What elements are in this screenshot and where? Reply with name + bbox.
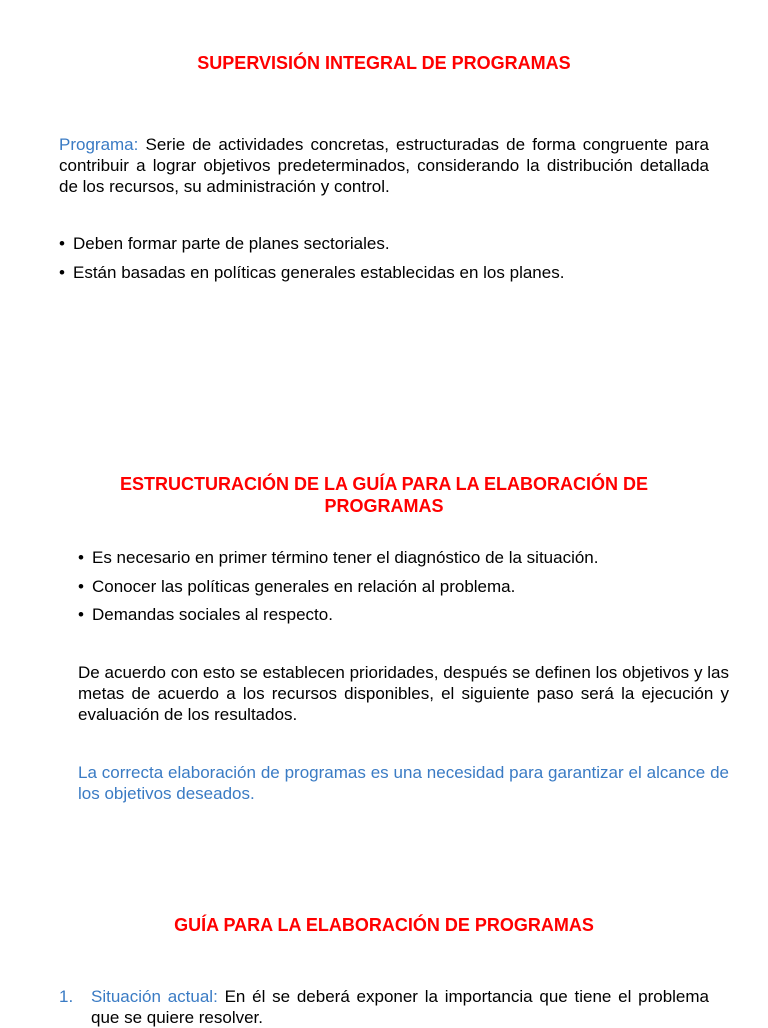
item-text: En él se deberá exponer la importancia que tiene el problema que se quiere resolver. — [91, 987, 709, 1027]
definition-text: Serie de actividades concretas, estructuradas de forma congruente para contribuir a lograr objetivos predeterminados, considerando la distribución detallada de los recursos, su administración y control. — [59, 135, 709, 196]
bullet-icon: • — [78, 548, 84, 567]
bullet-icon: • — [78, 605, 84, 624]
list-item: • Demandas sociales al respecto. — [78, 605, 333, 624]
item-number: 1. — [59, 987, 74, 1006]
section2-title — [0, 473, 768, 517]
section2-title-line1: ESTRUCTURACIÓN DE LA GUÍA PARA LA ELABORACIÓN DE — [120, 474, 648, 494]
guide-item-1 — [59, 986, 709, 1028]
list-item: • Es necesario en primer término tener el diagnóstico de la situación. — [78, 548, 599, 567]
list-item: • Deben formar parte de planes sectoriales. — [59, 234, 390, 253]
section2-paragraph: De acuerdo con esto se establecen prioridades, después se definen los objetivos y las metas de acuerdo a los recursos disponibles, el siguiente paso será la ejecución y evaluación de los resultados. — [78, 663, 729, 724]
bullet-icon: • — [59, 234, 65, 253]
list-item: • Están basadas en políticas generales establecidas en los planes. — [59, 262, 565, 282]
item-term: Situación actual: — [91, 987, 218, 1006]
section2-highlight: La correcta elaboración de programas es una necesidad para garantizar el alcance de los objetivos deseados. — [78, 763, 729, 803]
bullet-icon: • — [78, 576, 84, 596]
section2-title-line2: PROGRAMAS — [324, 496, 444, 516]
section1-bullet-list — [59, 233, 719, 290]
list-item: • Conocer las políticas generales en relación al problema. — [78, 576, 516, 596]
section2-bullet-list — [78, 547, 738, 633]
section3-title: GUÍA PARA LA ELABORACIÓN DE PROGRAMAS — [174, 915, 594, 935]
section1-title: SUPERVISIÓN INTEGRAL DE PROGRAMAS — [197, 53, 571, 73]
program-definition — [59, 134, 709, 197]
definition-term: Programa: — [59, 135, 139, 154]
bullet-icon: • — [59, 262, 65, 282]
